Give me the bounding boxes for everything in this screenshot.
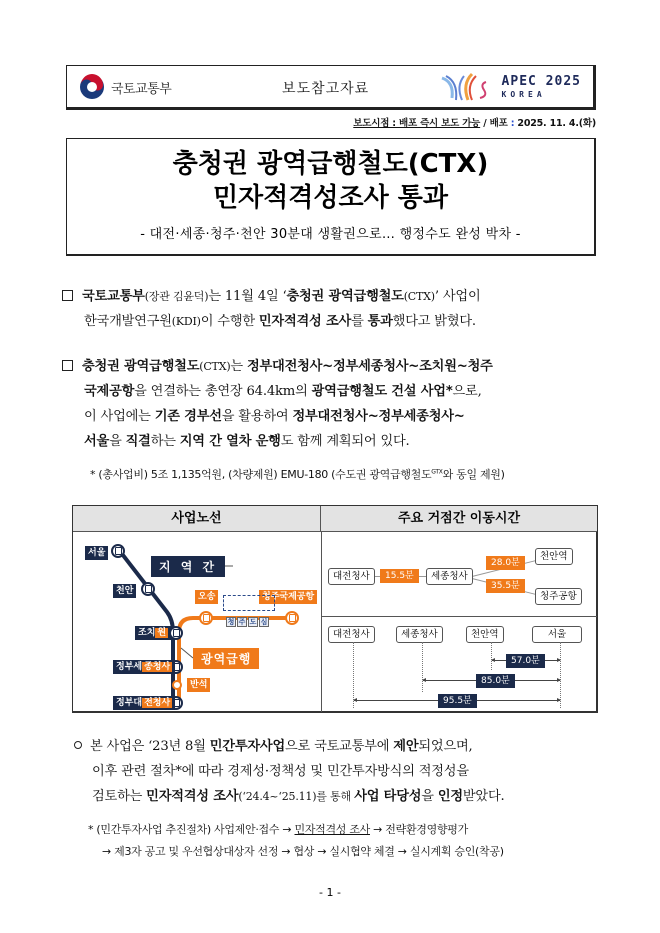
route-figure	[72, 505, 598, 713]
apec-brand	[438, 70, 581, 104]
station-banseok-icon	[172, 680, 182, 690]
time-sejong-cheonan: 28.0분	[486, 556, 525, 570]
node-seoul: 서울	[532, 626, 582, 643]
station-osong-label: 오송	[195, 590, 218, 604]
node-daejeon-2: 대전청사	[328, 626, 375, 643]
station-daejeon-label: 정부대 전청사	[113, 696, 175, 710]
square-bullet-icon	[62, 290, 73, 301]
station-seoul-icon	[111, 544, 125, 558]
apec-logo-icon	[438, 70, 498, 104]
node-daejeon: 대전청사	[328, 568, 375, 585]
release-timing: 보도시점 : 배포 즉시 보도 가능 / 배포 : 2025. 11. 4.(화)	[353, 118, 596, 129]
station-cheongju-airport-label: 청주국제공항	[259, 590, 317, 604]
time-daejeon-seoul: 95.5분	[438, 694, 477, 708]
station-jochiwon-label: 조치 원	[135, 626, 171, 640]
cheongju-downtown-area	[223, 595, 275, 611]
node-sejong: 세종청사	[426, 568, 473, 585]
node-cheonan-2: 천안역	[466, 626, 504, 643]
footnote-procedure-line1: * (민간투자사업 추진절차) 사업제안·접수 → 민자적격성 조사 → 전략환경영향평가	[88, 823, 468, 836]
ministry-name: 국토교통부	[111, 81, 172, 97]
page-title-line2: 민자적격성조사 통과	[212, 183, 449, 213]
time-sejong-cheongju: 35.5분	[486, 579, 525, 593]
cheongju-downtown-label: 청 주 도 심	[227, 618, 268, 626]
route-map-header: 사업노선	[73, 506, 321, 532]
station-jochiwon-icon	[169, 626, 183, 640]
apec-title: APEC 2025	[501, 74, 581, 89]
time-cheonan-seoul: 57.0분	[506, 654, 545, 668]
station-banseok-label: 반석	[187, 678, 210, 692]
route-map	[73, 532, 321, 712]
time-daejeon-sejong: 15.5분	[380, 569, 419, 583]
station-sejong-label: 정부세 종청사	[113, 660, 175, 674]
node-cheonan: 천안역	[535, 548, 573, 565]
node-cheongju-airport: 청주공항	[535, 588, 582, 605]
document-type: 보도참고자료	[282, 81, 370, 97]
station-cheonan-label: 천안	[113, 584, 136, 598]
page-title-line1: 충청권 광역급행철도(CTX)	[172, 149, 489, 179]
travel-time-header: 주요 거점간 이동시간	[321, 506, 597, 532]
express-line-tag: 광역급행	[193, 648, 259, 669]
regional-line-tag: 지 역 간	[151, 556, 225, 577]
station-osong-icon	[199, 611, 213, 625]
document-header	[66, 65, 596, 110]
title-box	[66, 138, 596, 256]
page-number: - 1 -	[319, 886, 341, 899]
paragraph-1: 국토교통부(장관 김윤덕)는 11월 4일 ‘충청권 광역급행철도(CTX)’ 사업이 한국개발연구원(KDI)이 수행한 민자적격성 조사를 통과했다고 밝혔다.	[62, 284, 602, 334]
travel-time-diagram	[322, 532, 597, 712]
footnote-cost: * (총사업비) 5조 1,135억원, (차량제원) EMU-180 (수도권 광역급행철도$^{GTX}$와 동일 제원)	[90, 468, 505, 481]
apec-subtitle: KOREA	[501, 90, 546, 99]
circle-bullet-icon	[74, 741, 82, 749]
square-bullet-icon	[62, 360, 73, 371]
paragraph-2: 충청권 광역급행철도(CTX)는 정부대전청사~정부세종청사~조치원~청주 국제공항을 연결하는 총연장 64.4km의 광역급행철도 건설 사업*으로, 이 사업에는 기존 경부선을 활용하여 정부대전청사~정부세종청사~ 서울을 직결하는 지역 간 열차 운행도 함께 계획되어 있다.	[62, 354, 602, 454]
station-seoul-label: 서울	[85, 546, 108, 560]
node-sejong-2: 세종청사	[396, 626, 443, 643]
station-cheonan-icon	[141, 582, 155, 596]
paragraph-3: 본 사업은 ‘23년 8월 민간투자사업으로 국토교통부에 제안되었으며, 이후 관련 절차*에 따라 경제성·정책성 및 민간투자방식의 적정성을 검토하는 민자적격성 조사(‘24.4~‘25.11)를 통해 사업 타당성을 인정받았다.	[62, 734, 602, 809]
taegeuk-logo-icon	[79, 74, 105, 100]
page-subtitle: - 대전·세종·청주·천안 30분대 생활권으로… 행정수도 완성 박차 -	[140, 227, 521, 242]
footnote-procedure-line2: → 제3자 공고 및 우선협상대상자 선정 → 협상 → 실시협약 체결 → 실시계획 승인(착공)	[102, 845, 504, 858]
ministry-brand	[79, 74, 171, 100]
station-cheongju-airport-icon	[285, 611, 299, 625]
time-sejong-seoul: 85.0분	[476, 674, 515, 688]
